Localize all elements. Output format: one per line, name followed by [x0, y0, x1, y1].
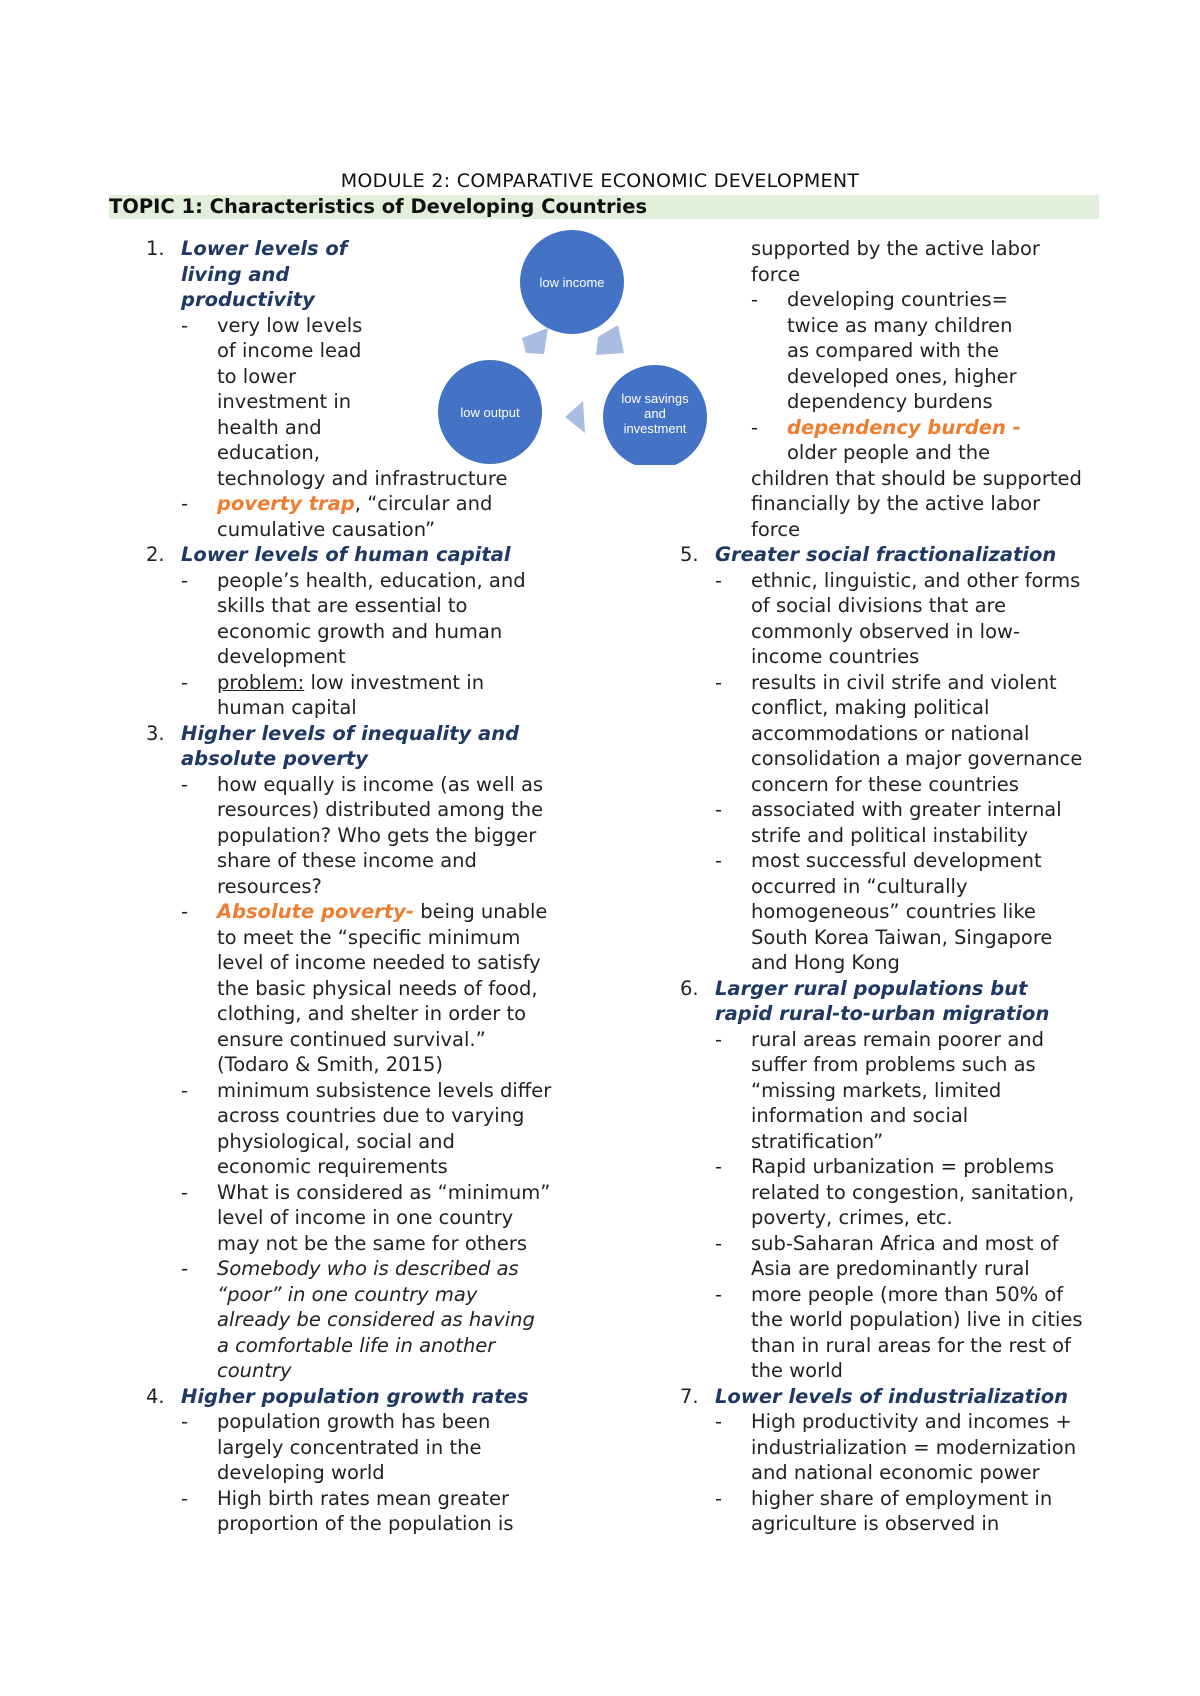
- topic-heading-bar: [109, 195, 1099, 219]
- text-line: a comfortable life in another: [217, 1333, 496, 1357]
- text-line: education,: [217, 441, 320, 464]
- item-number: 6.: [680, 976, 699, 1000]
- text-line: of social divisions that are: [751, 594, 1007, 617]
- bullet-item: - Rapid urbanization = problems related to congestion, sanitation, poverty, crimes, etc.: [715, 1154, 1101, 1231]
- bullet-item: - people’s health, education, and skills that are essential to economic growth and human development: [181, 568, 577, 670]
- text-line: industrialization = modernization: [751, 1435, 1077, 1459]
- text-line: homogeneous” countries like: [751, 900, 1036, 923]
- bullet-item: - ethnic, linguistic, and other forms of social divisions that are commonly observed in low- income countries: [715, 568, 1101, 670]
- item-title: Greater social fractionalization: [715, 543, 1057, 566]
- bullet-item: - rural areas remain poorer and suffer from problems such as “missing markets, limited information and social stratification”: [715, 1027, 1101, 1155]
- bullet-item: - Somebody who is described as “poor” in one country may already be considered as having a comfortable life in another country: [181, 1256, 577, 1384]
- text-line: most successful development: [751, 849, 1042, 872]
- text-line: South Korea Taiwan, Singapore: [751, 925, 1053, 949]
- text-line: developing countries=: [787, 288, 1008, 311]
- text-line: physiological, social and: [217, 1129, 455, 1153]
- text-line: twice as many children: [787, 313, 1013, 337]
- bullet-item: - developing countries= twice as many children as compared with the developed ones, higher dependency burdens: [751, 287, 1101, 415]
- text-line: economic growth and human: [217, 619, 503, 643]
- bullet-list: [715, 1409, 1101, 1537]
- item-title: [715, 976, 1101, 1027]
- title-line: rapid rural-to-urban migration: [715, 1002, 1050, 1025]
- text-line: accommodations or national: [751, 721, 1030, 745]
- text-line: developed ones, higher: [787, 364, 1017, 388]
- text-line: largely concentrated in the: [217, 1435, 482, 1459]
- text-line: the basic physical needs of food,: [217, 976, 538, 1000]
- text-line: [217, 899, 577, 925]
- text-line: financially by the active labor: [751, 492, 1041, 515]
- text-line: agriculture is observed in: [751, 1512, 1000, 1535]
- text-line: economic requirements: [217, 1155, 448, 1178]
- text-line: associated with greater internal: [751, 798, 1062, 821]
- list-item-2: [137, 542, 577, 721]
- text-line: human capital: [217, 696, 357, 719]
- bullet-item: - problem: low investment in human capital: [181, 670, 577, 721]
- text-line: country: [217, 1359, 292, 1382]
- text-line: consolidation a major governance: [751, 747, 1083, 770]
- text-line: the world: [751, 1359, 843, 1382]
- text-line: skills that are essential to: [217, 594, 468, 617]
- bullet-list: [181, 313, 577, 543]
- text-line: higher share of employment in: [751, 1486, 1053, 1510]
- text-line: dependency burdens: [787, 390, 993, 413]
- text-line: the world population) live in cities: [751, 1308, 1083, 1331]
- text-line: results in civil strife and violent: [751, 670, 1057, 694]
- item-title: Lower levels of human capital: [181, 543, 511, 566]
- continued-text: [671, 466, 1101, 543]
- bullet-list: [715, 1027, 1101, 1384]
- text-line: resources?: [217, 874, 322, 898]
- text-line: ensure continued survival.”: [217, 1027, 486, 1051]
- bullet-item: - What is considered as “minimum” level of income in one country may not be the same for others: [181, 1180, 577, 1257]
- bullet-item: - higher share of employment in agriculture is observed in: [715, 1486, 1101, 1537]
- list-item-4: [137, 1384, 577, 1537]
- left-column: [137, 236, 577, 1537]
- text-line: strife and political instability: [751, 823, 1029, 847]
- bullet-list: [715, 568, 1101, 976]
- text-line: “missing markets, limited: [751, 1078, 1002, 1102]
- text-line: level of income needed to satisfy: [217, 951, 541, 974]
- text-line: minimum subsistence levels differ: [217, 1078, 552, 1102]
- bullet-item: - dependency burden - older people and the: [751, 415, 1101, 466]
- arrow-income-to-savings: [596, 325, 624, 355]
- text-line: technology and infrastructure: [217, 466, 508, 490]
- node-label-and: and: [644, 406, 666, 421]
- text-line: already be considered as having: [217, 1308, 535, 1331]
- title-line: productivity: [181, 288, 315, 311]
- text-line: commonly observed in low-: [751, 619, 1020, 643]
- text-line: developing world: [217, 1461, 385, 1484]
- text-line: ethnic, linguistic, and other forms: [751, 568, 1081, 592]
- list-item-6: [671, 976, 1101, 1384]
- bullet-item: - most successful development occurred in “culturally homogeneous” countries like South Korea Taiwan, Singapore and Hong Kong: [715, 848, 1101, 976]
- node-label-low-output: low output: [460, 405, 520, 420]
- bullet-item: - population growth has been largely concentrated in the developing world: [181, 1409, 577, 1486]
- text-line: to lower: [217, 364, 297, 388]
- text-line: income countries: [751, 645, 920, 668]
- text-line: population? Who gets the bigger: [217, 823, 537, 847]
- text-line: resources) distributed among the: [217, 798, 544, 821]
- text-line: level of income in one country: [217, 1206, 514, 1229]
- item-number: 5.: [680, 543, 699, 566]
- text-line: stratification”: [751, 1129, 884, 1153]
- text-line: (Todaro & Smith, 2015): [217, 1053, 444, 1076]
- text-span: , “circular and: [354, 492, 493, 515]
- item-number: 2.: [146, 543, 165, 566]
- bullet-item: - Absolute poverty- being unable to meet the “specific minimum level of income needed to satisfy the basic physical needs of food, clothing, and shelter in order to ensure continued survival.” (Todaro & Smith, 2015): [181, 899, 577, 1078]
- title-line: Lower levels of: [181, 237, 348, 260]
- text-line: and Hong Kong: [751, 951, 900, 974]
- title-line: living and: [181, 262, 290, 286]
- text-line: rural areas remain poorer and: [751, 1027, 1045, 1051]
- text-line: cumulative causation”: [217, 517, 436, 541]
- item-number: 1.: [146, 237, 165, 260]
- text-line: than in rural areas for the rest of: [751, 1333, 1071, 1357]
- text-line: Somebody who is described as: [217, 1257, 519, 1280]
- bullet-list: [181, 772, 577, 1384]
- item-title: Higher population growth rates: [181, 1384, 529, 1408]
- bullet-item: - results in civil strife and violent conflict, making political accommodations or national consolidation a major governance concern for these countries: [715, 670, 1101, 798]
- text-line: people’s health, education, and: [217, 568, 526, 592]
- text-line: across countries due to varying: [217, 1104, 525, 1127]
- right-column: [671, 236, 1101, 1537]
- text-line: “poor” in one country may: [217, 1282, 478, 1306]
- item-number: 4.: [146, 1384, 165, 1408]
- list-item-3: [137, 721, 577, 1384]
- item-number: 3.: [146, 721, 165, 745]
- text-line: poverty, crimes, etc.: [751, 1206, 953, 1229]
- bullet-item: - sub-Saharan Africa and most of Asia are predominantly rural: [715, 1231, 1101, 1282]
- bullet-list: [671, 287, 1101, 466]
- text-line: conflict, making political: [751, 696, 990, 719]
- bullet-item: - how equally is income (as well as resources) distributed among the population? Who gets the bigger share of these income and resources?: [181, 772, 577, 900]
- text-span: being unable: [414, 900, 548, 923]
- text-line: how equally is income (as well as: [217, 772, 544, 796]
- text-line: occurred in “culturally: [751, 874, 968, 898]
- bullet-item: - poverty trap, “circular and cumulative causation”: [181, 491, 577, 542]
- text-line: High birth rates mean greater: [217, 1486, 510, 1510]
- text-line: share of these income and: [217, 849, 477, 872]
- item-number: 7.: [680, 1384, 699, 1408]
- item-title: Lower levels of industrialization: [715, 1384, 1069, 1408]
- term-problem: problem:: [217, 670, 305, 694]
- text-line: more people (more than 50% of: [751, 1282, 1064, 1306]
- text-line: of income lead: [217, 339, 362, 362]
- text-line: development: [217, 645, 346, 668]
- title-line: Higher levels of inequality and: [181, 721, 520, 745]
- bullet-item: - minimum subsistence levels differ across countries due to varying physiological, social and economic requirements: [181, 1078, 577, 1180]
- text-line: [217, 491, 577, 517]
- item-title: [181, 236, 577, 313]
- bullet-item: - very low levels of income lead to lower investment in health and education, technology and infrastructure: [181, 313, 577, 492]
- text-line: investment in: [217, 390, 352, 413]
- bullet-item: - High birth rates mean greater proportion of the population is: [181, 1486, 577, 1537]
- text-line: and national economic power: [751, 1461, 1040, 1484]
- term-absolute-poverty: Absolute poverty-: [217, 900, 414, 923]
- text-line: may not be the same for others: [217, 1231, 528, 1255]
- text-line: to meet the “specific minimum: [217, 925, 521, 949]
- list-item-5: [671, 542, 1101, 976]
- node-label-low-income: low income: [539, 275, 605, 290]
- bullet-item: - High productivity and incomes + industrialization = modernization and national economic power: [715, 1409, 1101, 1486]
- term-poverty-trap: poverty trap: [217, 492, 355, 515]
- text-line: Asia are predominantly rural: [751, 1257, 1030, 1280]
- text-line: health and: [217, 415, 322, 439]
- topic-heading: TOPIC 1: Characteristics of Developing Countries: [109, 195, 648, 218]
- node-label-low-savings: low savings: [621, 391, 689, 406]
- bullet-item: - associated with greater internal strife and political instability: [715, 797, 1101, 848]
- text-line: suffer from problems such as: [751, 1053, 1036, 1076]
- text-line: as compared with the: [787, 339, 1000, 362]
- list-item-1: [137, 236, 577, 542]
- text-line: related to congestion, sanitation,: [751, 1180, 1075, 1204]
- node-label-investment: investment: [623, 421, 687, 436]
- text-line: Rapid urbanization = problems: [751, 1155, 1055, 1178]
- text-line: children that should be supported: [751, 466, 1082, 490]
- text-line: very low levels: [217, 313, 363, 337]
- page-title: MODULE 2: COMPARATIVE ECONOMIC DEVELOPMENT: [340, 170, 860, 192]
- text-line: sub-Saharan Africa and most of: [751, 1231, 1059, 1255]
- text-line: population growth has been: [217, 1410, 491, 1433]
- text-line: force: [751, 517, 801, 541]
- text-line: concern for these countries: [751, 772, 1019, 796]
- bullet-list: [181, 1409, 577, 1537]
- text-line: information and social: [751, 1104, 969, 1127]
- text-line: proportion of the population is: [217, 1512, 514, 1535]
- text-line: [217, 670, 577, 696]
- term-dependency-burden: dependency burden -: [787, 415, 1021, 439]
- continued-text: [671, 236, 1101, 287]
- title-line: absolute poverty: [181, 747, 368, 770]
- text-line: What is considered as “minimum”: [217, 1180, 551, 1204]
- text-span: low investment in: [304, 670, 485, 694]
- text-line: clothing, and shelter in order to: [217, 1002, 527, 1025]
- list-item-7: [671, 1384, 1101, 1537]
- bullet-item: - more people (more than 50% of the world population) live in cities than in rural areas for the rest of the world: [715, 1282, 1101, 1384]
- title-line: Larger rural populations but: [715, 976, 1028, 1000]
- bullet-list: [181, 568, 577, 721]
- text-line: force: [751, 262, 801, 286]
- item-title: [181, 721, 577, 772]
- text-line: High productivity and incomes +: [751, 1410, 1072, 1433]
- text-line: supported by the active labor: [751, 237, 1040, 260]
- text-line: older people and the: [787, 441, 991, 464]
